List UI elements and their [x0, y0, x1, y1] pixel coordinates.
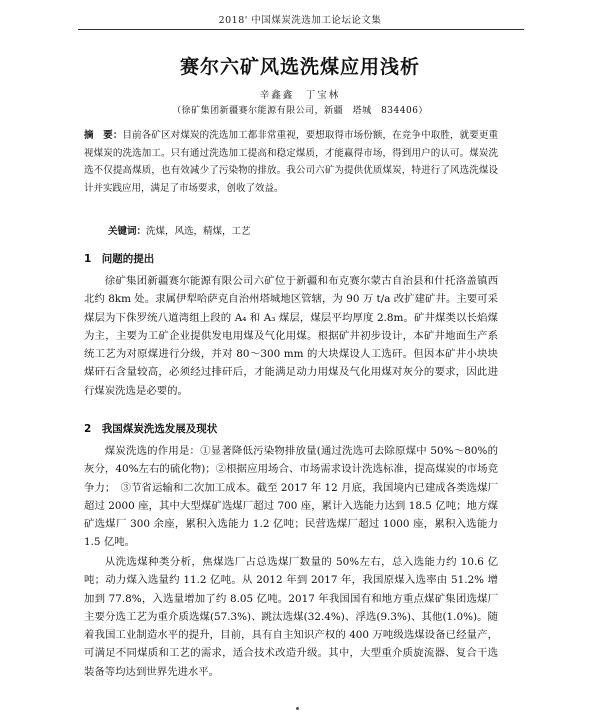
abstract-text: 目前各矿区对煤炭的洗选加工都非常重视，要想取得市场份额，在竞争中取胜，就要更重视煤炭的洗选加工。只有通过洗选加工提高和稳定煤质，才能赢得市场，得到用户的认可。煤炭洗选不仅提高煤质，也有效减少了污染物的排放。我公司六矿为提供优质煤炭，特进行了风选洗煤设计并实践应用，满足了市场要求，创收了效益。 [84, 130, 498, 194]
keywords [108, 223, 498, 240]
header-rule [78, 29, 524, 30]
article-title: 赛尔六矿风选洗煤应用浅析 [179, 56, 420, 78]
article-authors: 辛鑫鑫 丁宝林 [259, 90, 341, 101]
section-1-paragraph-1: 徐矿集团新疆赛尔能源有限公司六矿位于新疆和布克赛尔蒙古自治县和什托洛盖镇西北约 8km 处。隶属伊犁哈萨克自治州塔城地区管辖，为 90 万 t/a 改扩建矿井。主要可采煤层为下侏罗统八道湾组上段的 A₄ 和 A₃ 煤层，煤层平均厚度 2.8m。矿井煤类以长焰煤为主，主要为工矿企业提供发电用煤及气化用煤。根据矿井初步设计，本矿井地面生产系统工艺为对原煤进行分级，并对 80～300 mm 的大块煤设人工选矸。但因本矿井小块块煤矸石含量较高，必须经过排矸后，才能满足动力用煤及气化用煤对灰分的要求，因此进行煤炭洗选是必要的。 [84, 275, 498, 397]
abstract-label: 摘 要： [84, 130, 123, 141]
page-marker [296, 707, 299, 710]
section-2-paragraph-1: 煤炭洗选的作用是：①显著降低污染物排放量(通过洗选可去除原煤中 50%～80%的灰分，40%左右的硫化物)；②根据应用场合、市场需求设计洗选标准，提高煤炭的市场竞争力； ③节省运输和二次加工成本。截至 2017 年 12 月底，我国境内已建成各类选煤厂超过 2000 座，其中大型煤矿选煤厂超过 700 座，累计入选能力达到 18.5 亿吨；地方煤矿选煤厂 300 余座，累积入选能力 1.2 亿吨；民营选煤厂超过 1000 座，累积入选能力 1.5 亿吨。 [84, 445, 498, 549]
section-heading-2: 2 我国煤炭洗选发展及现状 [84, 423, 218, 435]
running-header: 2018' 中国煤炭洗选加工论坛论文集 [218, 15, 382, 26]
section-2-paragraph-2: 从洗选煤种类分析，焦煤选厂占总选煤厂数量的 50%左右，总入选能力约 10.6 亿吨；动力煤入选量约 11.2 亿吨。从 2012 年到 2017 年，我国原煤入选率由 51.2% 增加到 77.8%，入选量增加了约 8.05 亿吨。2017 年我国国有和地方重点煤矿集团选煤厂主要分选工艺为重介质选煤(57.3%)、跳汰选煤(32.4%)、浮选(9.3%)、其他(1.0%)。随着我国工业制造水平的提升，目前，具有自主知识产权的 400 万吨级选煤设备已经量产，可满足不同煤质和工艺的需求，适合技术改造升级。其中，大型重介质旋流器、复合干选装备等均达到世界先进水平。 [84, 556, 498, 678]
article-affiliation: （徐矿集团新疆赛尔能源有限公司，新疆 塔城 834406） [172, 106, 428, 116]
section-heading-1: 1 问题的提出 [84, 253, 155, 265]
keywords-label: 关键词： [108, 226, 147, 237]
keywords-text: 洗煤，风选，精煤，工艺 [146, 226, 251, 237]
abstract [84, 127, 498, 197]
